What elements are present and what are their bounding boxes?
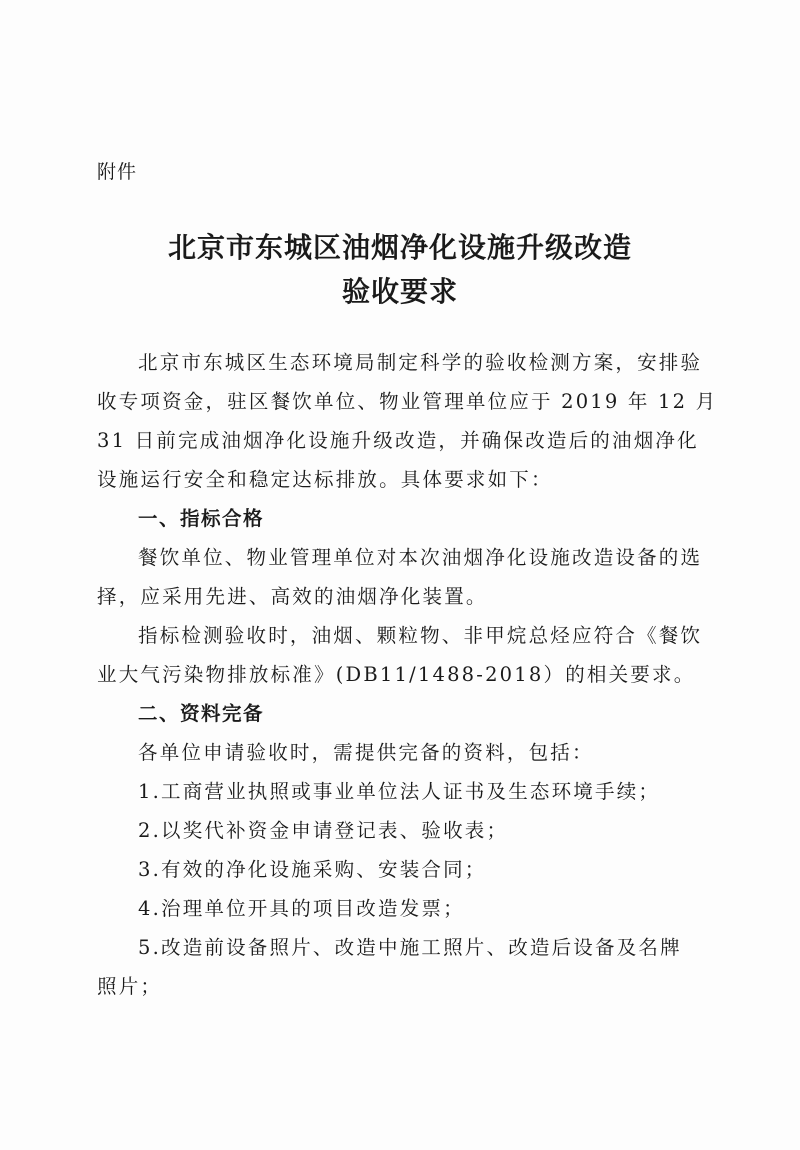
paragraph-line: 收专项资金，驻区餐饮单位、物业管理单位应于 2019 年 12 月 — [97, 390, 718, 413]
list-item: 4.治理单位开具的项目改造发票； — [138, 897, 465, 920]
section1-heading: 一、指标合格 — [138, 507, 265, 530]
attachment-label: 附件 — [97, 161, 138, 183]
section2-heading: 二、资料完备 — [138, 702, 265, 725]
list-item: 5.改造前设备照片、改造中施工照片、改造后设备及名牌 — [138, 936, 682, 959]
paragraph-line: 设施运行安全和稳定达标排放。具体要求如下： — [97, 468, 553, 491]
paragraph-line: 指标检测验收时，油烟、颗粒物、非甲烷总烃应符合《餐饮 — [138, 624, 703, 647]
paragraph-line: 餐饮单位、物业管理单位对本次油烟净化设施改造设备的选 — [138, 546, 703, 569]
paragraph-line: 各单位申请验收时，需提供完备的资料，包括： — [138, 741, 594, 764]
paragraph-line: 择，应采用先进、高效的油烟净化装置。 — [97, 585, 488, 608]
list-item: 2.以奖代补资金申请登记表、验收表； — [138, 819, 509, 842]
paragraph-line: 北京市东城区生态环境局制定科学的验收检测方案，安排验 — [138, 351, 703, 374]
list-item: 3.有效的净化设施采购、安装合同； — [138, 858, 487, 881]
list-item: 1.工商营业执照或事业单位法人证书及生态环境手续； — [138, 780, 661, 803]
paragraph-line: 31 日前完成油烟净化设施升级改造，并确保改造后的油烟净化 — [97, 429, 699, 452]
document-title-line1: 北京市东城区油烟净化设施升级改造 — [167, 231, 632, 264]
paragraph-line: 业大气污染物排放标准》(DB11/1488-2018）的相关要求。 — [97, 663, 696, 686]
document-title-line2: 验收要求 — [341, 275, 458, 308]
list-item-continuation: 照片； — [97, 975, 163, 998]
